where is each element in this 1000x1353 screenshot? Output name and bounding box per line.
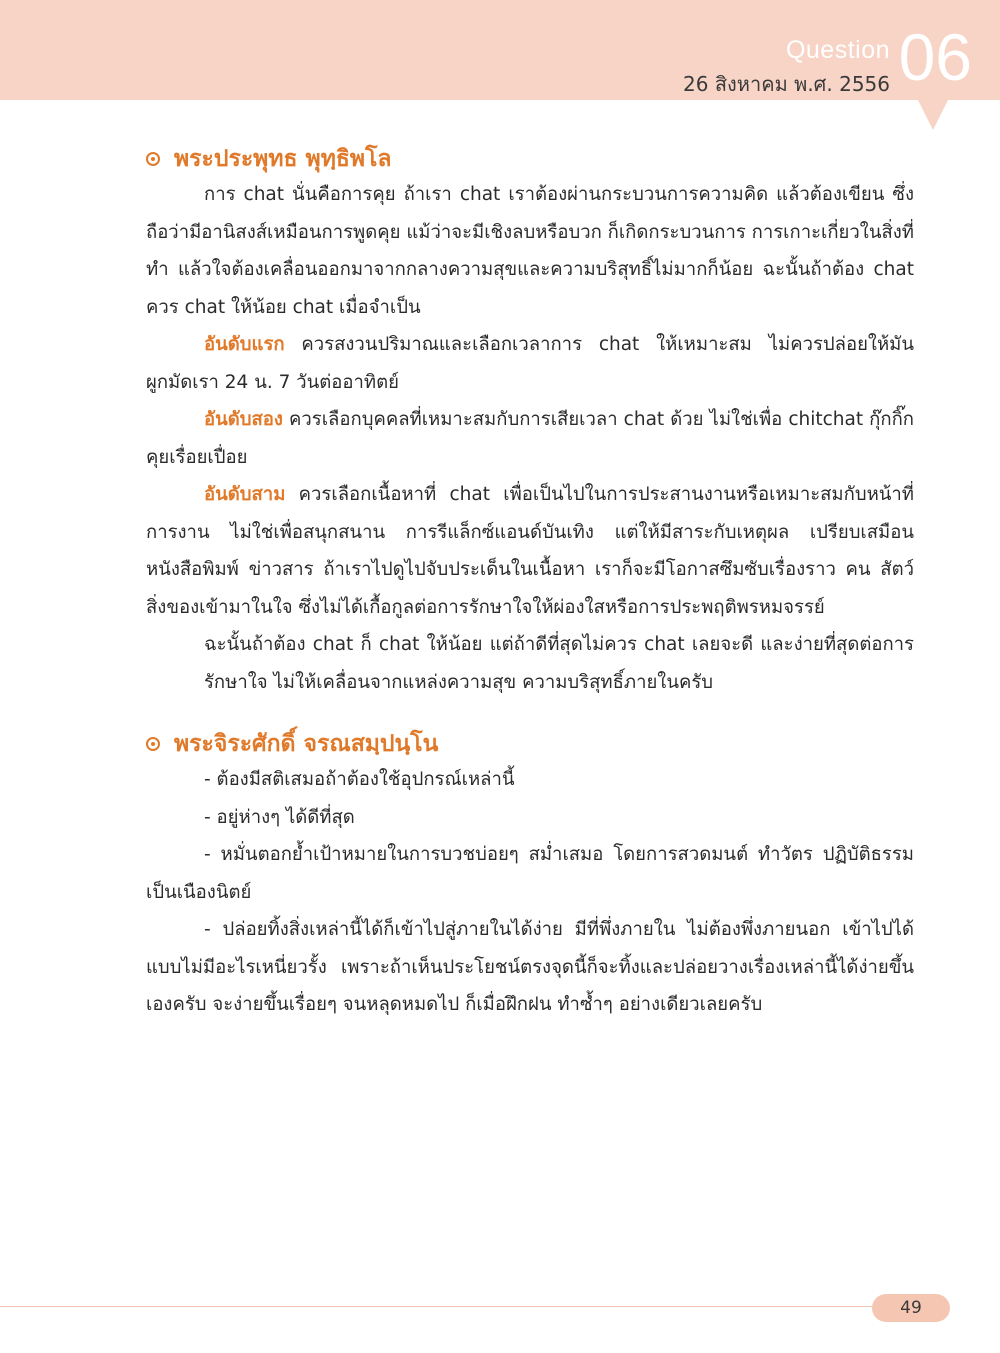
paragraph-first	[146, 326, 914, 401]
paragraph-text: ควรเลือกบุคคลที่เหมาะสมกับการเสียเวลา chat ด้วย ไม่ใช่เพื่อ chitchat กุ๊กกิ๊ก คุยเรื่อยเปื่อย	[146, 409, 914, 468]
section-heading-text: พระประพุทธ พุทฺธิพโล	[174, 146, 392, 172]
circle-bullet-icon	[146, 152, 160, 166]
page-content	[146, 142, 914, 1024]
paragraph-second	[146, 401, 914, 476]
question-number: 06	[898, 20, 972, 94]
section-heading-1	[146, 142, 914, 176]
paragraph-closing: ฉะนั้นถ้าต้อง chat ก็ chat ให้น้อย แต่ถ้าดีที่สุดไม่ควร chat เลยจะดี และง่ายที่สุดต่อการรักษาใจ ไม่ให้เคลื่อนจากแหล่งความสุข ความบริสุทธิ์ภายในครับ	[204, 634, 914, 693]
circle-bullet-icon	[146, 737, 160, 751]
list-item: - ปล่อยทิ้งสิ่งเหล่านี้ได้ก็เข้าไปสู่ภายในได้ง่าย มีที่พึ่งภายใน ไม่ต้องพึ่งภายนอก เข้าไปได้แบบไม่มีอะไรเหนี่ยวรั้ง เพราะถ้าเห็นประโยชน์ตรงจุดนี้ก็จะทิ้งและปล่อยวางเรื่องเหล่านี้ได้ง่ายขึ้นเองครับ จะง่ายขึ้นเรื่อยๆ จนหลุดหมดไป ก็เมื่อฝึกฝน ทำซ้ำๆ อย่างเดียวเลยครับ	[146, 919, 914, 1015]
keyword-third: อันดับสาม	[204, 484, 286, 505]
paragraph-text: ควรเลือกเนื้อหาที่ chat เพื่อเป็นไปในการประสานงานหรือเหมาะสมกับหน้าที่การงาน ไม่ใช่เพื่อสนุกสนาน การรีแล็กซ์แอนด์บันเทิง แต่ให้มีสาระกับเหตุผล เปรียบเสมือนหนังสือพิมพ์ ข่าวสาร ถ้าเราไปดูไปจับประเด็นในเนื้อหา เราก็จะมีโอกาสซึมซับเรื่องราว คน สัตว์ สิ่งของเข้ามาในใจ ซึ่งไม่ได้เกื้อกูลต่อการรักษาใจให้ผ่องใสหรือการประพฤติพรหมจรรย์	[146, 484, 914, 618]
section-spacer	[146, 701, 914, 727]
footer-divider	[0, 1306, 888, 1307]
list-item: - อยู่ห่างๆ ได้ดีที่สุด	[204, 806, 355, 828]
list-item: - ต้องมีสติเสมอถ้าต้องใช้อุปกรณ์เหล่านี้	[204, 769, 515, 790]
paragraph-third	[146, 476, 914, 626]
list-item: - หมั่นตอกย้ำเป้าหมายในการบวชบ่อยๆ สม่ำเสมอ โดยการสวดมนต์ ทำวัตร ปฏิบัติธรรมเป็นเนืองนิตย์	[146, 844, 914, 903]
paragraph: การ chat นั่นคือการคุย ถ้าเรา chat เราต้องผ่านกระบวนการความคิด แล้วต้องเขียน ซึ่งถือว่ามีอานิสงส์เหมือนการพูดคุย แม้ว่าจะมีเชิงลบหรือบวก ก็เกิดกระบวนการ การเกาะเกี่ยวในสิ่งที่ทำ แล้วใจต้องเคลื่อนออกมาจากกลางความสุขและความบริสุทธิ์ไม่มากก็น้อย ฉะนั้นถ้าต้อง chat ควร chat ให้น้อย chat เมื่อจำเป็น	[146, 184, 914, 318]
question-label: Question	[785, 36, 890, 64]
page-number: 49	[872, 1294, 950, 1322]
question-date: 26 สิงหาคม พ.ศ. 2556	[683, 72, 890, 96]
section-heading-2	[146, 727, 914, 761]
keyword-first: อันดับแรก	[204, 334, 285, 355]
paragraph-text: ควรสงวนปริมาณและเลือกเวลาการ chat ให้เหมาะสม ไม่ควรปล่อยให้มันผูกมัดเรา 24 น. 7 วันต่ออาทิตย์	[146, 334, 914, 393]
header-tab-pointer	[918, 100, 948, 130]
section-heading-text: พระจิระศักดิ์ จรณสมฺปนฺโน	[174, 731, 439, 757]
keyword-second: อันดับสอง	[204, 409, 283, 430]
